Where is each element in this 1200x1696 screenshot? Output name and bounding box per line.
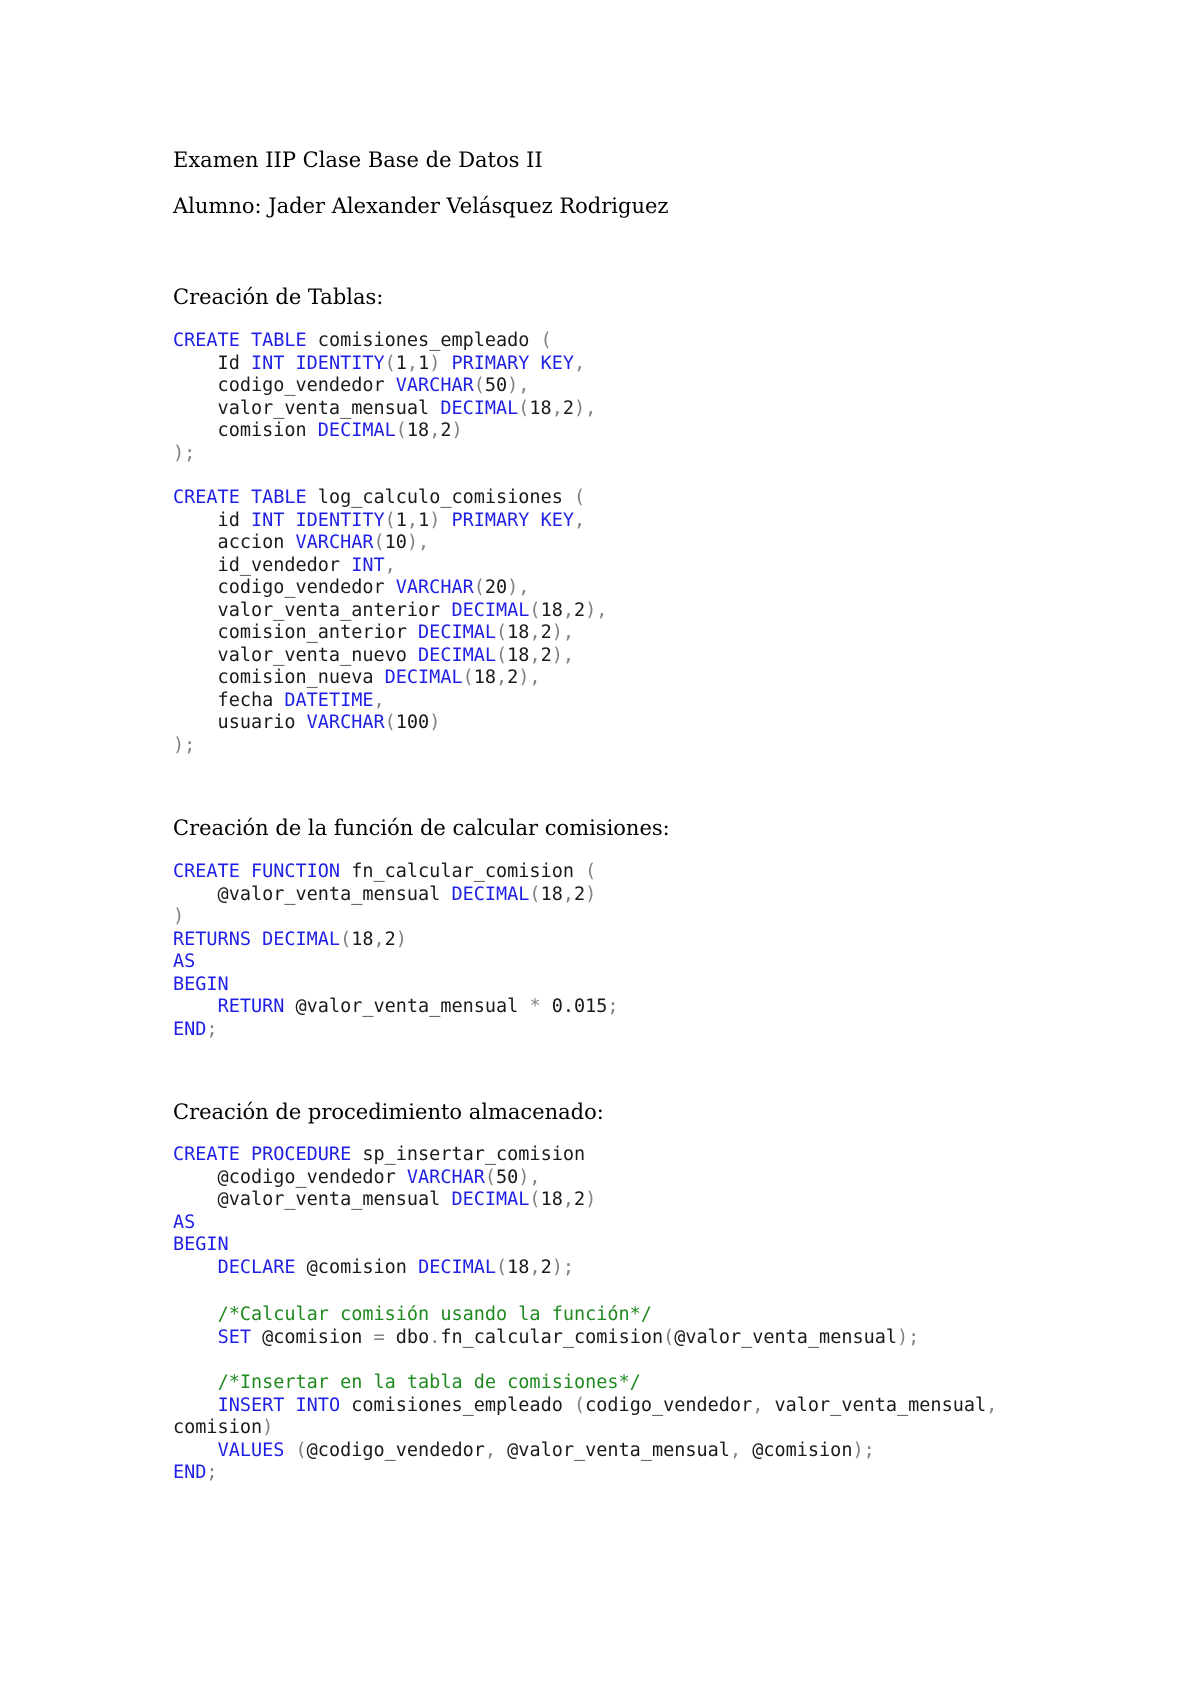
code-text: valor_venta_nuevo [173, 644, 419, 666]
sql-keyword: PROCEDURE [250, 1144, 352, 1165]
code-text: 18 [507, 622, 530, 643]
sql-punctuation: ) [395, 928, 407, 950]
code-text [440, 353, 451, 374]
code-text: @valor_venta_mensual [496, 1439, 730, 1461]
sql-punctuation: , [406, 509, 419, 531]
sql-punctuation: ; [206, 1462, 218, 1483]
code-text: id_vendedor [173, 554, 352, 576]
code-line [173, 1304, 919, 1327]
sql-keyword: CREATE [173, 1144, 240, 1165]
code-block-create-procedure-header [173, 1144, 596, 1279]
sql-punctuation: ( [529, 883, 541, 905]
code-text: 100 [395, 712, 430, 733]
sql-punctuation: ), [406, 532, 430, 553]
code-line [173, 532, 607, 555]
code-text: 18 [351, 928, 374, 950]
code-text [251, 929, 262, 950]
code-block-calculate-comision [173, 1304, 919, 1349]
code-text: 1 [395, 509, 407, 531]
code-line [173, 1417, 997, 1440]
code-line [173, 398, 596, 421]
sql-punctuation: ), [551, 622, 574, 643]
code-text [284, 1395, 295, 1416]
code-line [173, 906, 619, 929]
code-line [173, 353, 596, 376]
sql-keyword: DECIMAL [418, 622, 497, 643]
sql-keyword: TABLE [250, 330, 307, 351]
sql-keyword: VARCHAR [406, 1166, 485, 1188]
sql-keyword: AS [173, 951, 196, 972]
code-line [173, 487, 607, 510]
code-line [173, 951, 619, 974]
code-line [173, 1234, 596, 1257]
code-text: @valor_venta_mensual [173, 1189, 452, 1210]
code-text [173, 996, 218, 1017]
code-line [173, 861, 619, 884]
section-heading-function: Creación de la función de calcular comisiones: [173, 816, 670, 840]
sql-punctuation: , [562, 599, 574, 621]
sql-keyword: DECIMAL [451, 599, 530, 621]
sql-punctuation: ( [340, 928, 352, 950]
sql-punctuation: ( [295, 1439, 307, 1461]
sql-keyword: END [173, 1018, 207, 1040]
sql-punctuation: ( [496, 622, 508, 643]
code-text: id [173, 509, 251, 531]
sql-punctuation: ); [852, 1439, 875, 1461]
code-line [173, 1212, 596, 1235]
sql-keyword: VARCHAR [295, 532, 374, 553]
sql-keyword: VARCHAR [395, 375, 474, 396]
code-text [284, 353, 295, 374]
code-text [240, 1144, 251, 1165]
sql-keyword: INT [351, 554, 385, 576]
code-text: 0.015 [540, 996, 608, 1017]
sql-punctuation: , [562, 883, 574, 905]
sql-punctuation: , [729, 1439, 742, 1461]
sql-punctuation: ( [585, 861, 597, 882]
code-text: 18 [540, 1189, 563, 1210]
sql-punctuation: ( [484, 1166, 497, 1188]
code-text: codigo_vendedor [173, 577, 396, 598]
sql-keyword: INSERT [217, 1394, 285, 1416]
code-text: 18 [529, 397, 552, 419]
code-text [240, 861, 251, 882]
code-text: comision_nueva [173, 667, 385, 688]
sql-keyword: DECIMAL [451, 1189, 530, 1210]
code-line [173, 622, 607, 645]
sql-keyword: BEGIN [173, 973, 229, 995]
code-line [173, 443, 596, 466]
sql-keyword: INTO [295, 1394, 341, 1416]
sql-keyword: INT [250, 352, 285, 374]
code-line [173, 667, 607, 690]
code-block-insert-comision [173, 1372, 997, 1485]
code-line [173, 600, 607, 623]
code-text [240, 487, 251, 508]
sql-punctuation: ) [585, 1189, 597, 1210]
sql-punctuation: ( [529, 599, 541, 621]
sql-punctuation: , [574, 352, 586, 374]
sql-punctuation: ), [585, 599, 608, 621]
sql-keyword: INT [250, 509, 285, 531]
code-text [173, 1304, 218, 1325]
code-line [173, 1019, 619, 1042]
sql-punctuation: , [406, 352, 419, 374]
sql-keyword: PRIMARY [451, 352, 530, 374]
code-block-create-log-calculo-comisiones [173, 487, 607, 757]
code-text: 10 [384, 532, 407, 553]
section-heading-procedure: Creación de procedimiento almacenado: [173, 1100, 604, 1124]
code-text [240, 330, 251, 351]
code-text: sp_insertar_comision [351, 1144, 586, 1165]
code-text: comision [173, 1417, 263, 1438]
sql-punctuation: ), [518, 667, 541, 688]
code-text: comisiones_empleado [306, 330, 541, 351]
sql-punctuation: ) [429, 509, 441, 531]
code-line [173, 577, 607, 600]
sql-punctuation: ( [462, 667, 474, 688]
sql-keyword: RETURNS [173, 928, 251, 950]
code-text: codigo_vendedor [585, 1394, 753, 1416]
sql-punctuation: , [529, 644, 541, 666]
code-text [284, 1440, 295, 1461]
code-text: @valor_venta_mensual [674, 1326, 898, 1348]
code-line [173, 1395, 997, 1418]
sql-punctuation: ( [573, 487, 586, 508]
code-text [173, 1372, 218, 1393]
student-name: Alumno: Jader Alexander Velásquez Rodriguez [173, 194, 669, 218]
code-text [529, 510, 540, 531]
sql-punctuation: . [429, 1326, 441, 1348]
code-text: fn_calcular_comision [340, 861, 586, 882]
code-text: 1 [395, 352, 407, 374]
code-text [173, 1440, 218, 1461]
document-title: Examen IIP Clase Base de Datos II [173, 148, 543, 172]
sql-punctuation: , [529, 622, 541, 643]
sql-keyword: DECIMAL [418, 644, 497, 666]
code-text: 2 [540, 644, 552, 666]
section-heading-tables: Creación de Tablas: [173, 285, 384, 309]
sql-keyword: RETURN [217, 996, 285, 1017]
sql-punctuation: ( [518, 397, 530, 419]
code-line [173, 1372, 997, 1395]
sql-punctuation: ( [395, 420, 407, 441]
code-text [440, 510, 451, 531]
sql-punctuation: , [496, 667, 508, 688]
code-line [173, 645, 607, 668]
sql-punctuation: , [551, 397, 563, 419]
sql-punctuation: ); [173, 734, 196, 756]
sql-keyword: VARCHAR [395, 577, 474, 598]
code-text: 2 [440, 420, 452, 441]
sql-keyword: AS [173, 1211, 196, 1233]
code-text: fecha [173, 689, 285, 711]
code-text: 2 [573, 1189, 586, 1210]
code-text: 18 [406, 420, 430, 441]
sql-punctuation: ), [507, 375, 530, 396]
code-line [173, 712, 607, 735]
sql-punctuation: ( [496, 1256, 508, 1278]
code-text: 2 [562, 397, 574, 419]
code-text: log_calculo_comisiones [306, 487, 574, 508]
sql-keyword: DECIMAL [262, 928, 341, 950]
code-line [173, 884, 619, 907]
code-text: 2 [540, 1256, 552, 1278]
sql-punctuation: ( [529, 1189, 541, 1210]
code-text: 18 [540, 599, 563, 621]
sql-punctuation: ( [473, 375, 485, 396]
sql-comment: /*Calcular comisión usando la función*/ [217, 1304, 652, 1325]
code-line [173, 1327, 919, 1350]
sql-punctuation: ); [897, 1326, 920, 1348]
sql-punctuation: ; [607, 996, 619, 1017]
sql-punctuation: ( [574, 1394, 586, 1416]
sql-keyword: DECLARE [217, 1256, 296, 1278]
code-line [173, 929, 619, 952]
sql-punctuation: , [429, 420, 441, 441]
sql-punctuation: ), [518, 1166, 541, 1188]
code-line [173, 1144, 596, 1167]
sql-punctuation: ) [429, 712, 441, 733]
code-line [173, 996, 619, 1019]
code-text: @comision [295, 1256, 419, 1278]
sql-punctuation: ( [496, 644, 508, 666]
sql-punctuation: ( [384, 509, 396, 531]
code-text: 50 [496, 1166, 519, 1188]
code-block-create-comisiones-empleado [173, 330, 596, 465]
sql-keyword: CREATE [173, 487, 240, 508]
code-text: 2 [384, 928, 396, 950]
code-text: 18 [507, 1256, 530, 1278]
code-line [173, 1167, 596, 1190]
code-text: 18 [540, 883, 563, 905]
sql-keyword: DECIMAL [384, 667, 463, 688]
sql-punctuation: , [484, 1439, 497, 1461]
code-text: 2 [573, 599, 586, 621]
code-text: 18 [507, 644, 530, 666]
code-text: @codigo_vendedor [306, 1439, 485, 1461]
sql-punctuation: ); [173, 442, 196, 464]
sql-keyword: CREATE [173, 330, 240, 351]
code-text: 2 [507, 667, 519, 688]
sql-punctuation: ), [551, 644, 574, 666]
code-line [173, 420, 596, 443]
sql-keyword: IDENTITY [295, 352, 385, 374]
sql-punctuation: ) [262, 1417, 274, 1438]
code-text [173, 1327, 218, 1348]
code-line [173, 1462, 997, 1485]
sql-punctuation: , [574, 509, 586, 531]
code-line [173, 330, 596, 353]
code-line [173, 510, 607, 533]
code-text: valor_venta_mensual [173, 397, 441, 419]
sql-keyword: TABLE [250, 487, 307, 508]
sql-punctuation: ( [540, 330, 552, 351]
code-text: valor_venta_anterior [173, 599, 452, 621]
sql-keyword: DECIMAL [317, 420, 396, 441]
code-text: @comision [741, 1439, 853, 1461]
code-text: dbo [384, 1326, 430, 1348]
code-text: 20 [484, 577, 508, 598]
sql-keyword: SET [217, 1326, 251, 1348]
code-line [173, 375, 596, 398]
code-text: 18 [473, 667, 497, 688]
code-line [173, 974, 619, 997]
sql-keyword: END [173, 1462, 207, 1483]
sql-punctuation: ( [384, 352, 396, 374]
sql-punctuation: ) [429, 352, 441, 374]
sql-keyword: KEY [540, 509, 575, 531]
sql-keyword: DECIMAL [418, 1256, 497, 1278]
sql-punctuation: = [373, 1326, 385, 1348]
sql-punctuation: ), [573, 397, 597, 419]
sql-keyword: BEGIN [173, 1234, 229, 1255]
sql-keyword: FUNCTION [250, 861, 341, 882]
sql-punctuation: ( [663, 1326, 675, 1348]
code-text: comisiones_empleado [340, 1394, 574, 1416]
code-text: @valor_venta_mensual [284, 996, 530, 1017]
sql-punctuation: ), [507, 577, 530, 598]
code-text: accion [173, 532, 296, 553]
code-line [173, 1257, 596, 1280]
sql-punctuation: , [529, 1256, 541, 1278]
code-text [284, 510, 295, 531]
sql-keyword: DATETIME [284, 689, 374, 711]
code-text: 1 [418, 509, 430, 531]
sql-keyword: DECIMAL [451, 883, 530, 905]
sql-punctuation: , [384, 554, 396, 576]
code-text: 1 [418, 352, 430, 374]
code-text: Id [173, 352, 251, 374]
sql-punctuation: ( [373, 532, 385, 553]
code-text: valor_venta_mensual [763, 1394, 987, 1416]
code-text: usuario [173, 712, 307, 733]
code-block-create-function [173, 861, 619, 1041]
code-line [173, 1189, 596, 1212]
code-text [173, 1395, 218, 1416]
sql-punctuation: ) [451, 420, 463, 441]
code-text: @comision [250, 1326, 374, 1348]
code-text: 2 [540, 622, 552, 643]
sql-keyword: IDENTITY [295, 509, 385, 531]
code-text: comision [173, 420, 318, 441]
sql-punctuation: ( [384, 712, 396, 733]
code-text [173, 1257, 218, 1278]
sql-keyword: VARCHAR [306, 712, 385, 733]
code-text: comision_anterior [173, 622, 419, 643]
sql-keyword: VALUES [217, 1439, 285, 1461]
sql-punctuation: , [562, 1189, 574, 1210]
sql-punctuation: , [373, 689, 385, 711]
sql-keyword: KEY [540, 352, 575, 374]
code-text: @codigo_vendedor [173, 1166, 407, 1188]
sql-punctuation: ; [206, 1018, 218, 1040]
sql-comment: /*Insertar en la tabla de comisiones*/ [217, 1372, 641, 1393]
sql-keyword: DECIMAL [440, 397, 519, 419]
sql-punctuation: ( [473, 577, 485, 598]
code-text: fn_calcular_comision [440, 1326, 664, 1348]
code-line [173, 690, 607, 713]
code-line [173, 735, 607, 758]
sql-keyword: PRIMARY [451, 509, 530, 531]
sql-punctuation: , [986, 1394, 998, 1416]
code-text [529, 353, 540, 374]
code-text: 50 [484, 375, 508, 396]
code-text: @valor_venta_mensual [173, 883, 452, 905]
code-line [173, 555, 607, 578]
sql-punctuation: * [529, 996, 541, 1017]
code-text: codigo_vendedor [173, 375, 396, 396]
sql-punctuation: , [752, 1394, 764, 1416]
sql-punctuation: , [373, 928, 385, 950]
sql-punctuation: ) [173, 906, 185, 927]
code-line [173, 1440, 997, 1463]
sql-keyword: CREATE [173, 861, 240, 882]
sql-punctuation: ); [551, 1256, 575, 1278]
sql-punctuation: ) [585, 883, 597, 905]
code-text: 2 [573, 883, 586, 905]
